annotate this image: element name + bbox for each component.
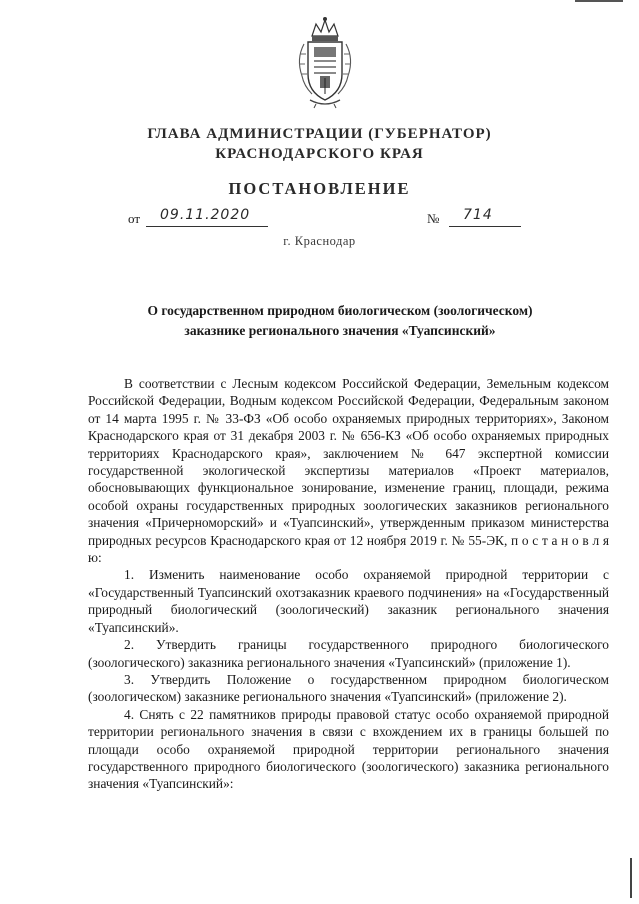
body-item-3: 3. Утвердить Положение о государственном природном биологическом (зоологическом) заказнике регионального значения «Туапсинский» (приложение 2). <box>88 671 609 705</box>
number-handwritten: 714 <box>463 207 493 223</box>
body-item-1: 1. Изменить наименование особо охраняемой природной территории с «Государственный Туапсинский охотзаказник краевого подчинения» на «Государственный природный биологический (зоологический) заказник регионального значения «Туапсинский». <box>88 567 609 635</box>
body-item-4: 4. Снять с 22 памятников природы правовой статус особо охраняемой природной территории регионального значения в связи с вхождением их в границы большей по площади особо охраняемой природной территории регионального значения государственного природного биологического (зоологического) заказника регионального значения «Туапсинский»: <box>88 706 609 792</box>
scan-artifact-edge <box>630 858 632 898</box>
body-item-2: 2. Утвердить границы государственного природного биологического (зоологического) заказника регионального значения «Туапсинский» (приложение 1). <box>88 637 609 670</box>
document-title-line2: заказнике регионального значения «Туапсинский» <box>184 323 496 338</box>
authority-title-line1: ГЛАВА АДМИНИСТРАЦИИ (ГУБЕРНАТОР) <box>147 126 492 142</box>
number-prefix: № <box>427 211 440 226</box>
number-underline <box>449 226 521 227</box>
scan-artifact-top <box>575 0 623 2</box>
date-number-row <box>0 207 639 233</box>
date-prefix: от <box>128 211 141 226</box>
city-name: г. Краснодар <box>283 234 356 248</box>
coat-of-arms-icon <box>290 14 360 109</box>
body-intro-paragraph: В соответствии с Лесным кодексом Российской Федерации, Земельным кодексом Российской Федерации, Водным кодексом Российской Федерации, Федеральным законом от 14 марта 1995 г. № 33-ФЗ «Об особо охраняемых природных территориях», Законом Краснодарского края от 31 декабря 2003 г. № 656-КЗ «Об особо охраняемых природных территориях Краснодарского края», заключением № 647 экспертной комиссии государственной экологической экспертизы материалов «Проект материалов, обосновывающих функциональное зонирование, изменение границ, площади, режима особой охраны государственных природных зоологических заказников регионального значения «Причерноморский» и «Туапсинский», утвержденным приказом министерства природных ресурсов Краснодарского края от 12 ноября 2019 г. № 55-ЭК, п о с т а н о в л я ю: <box>88 376 609 566</box>
document-title-line1: О государственном природном биологическом (зоологическом) <box>147 303 533 318</box>
authority-title-line2: КРАСНОДАРСКОГО КРАЯ <box>215 146 424 162</box>
document-type: ПОСТАНОВЛЕНИЕ <box>228 179 411 198</box>
date-underline <box>146 226 268 227</box>
document-body <box>88 375 609 793</box>
date-handwritten: 09.11.2020 <box>160 207 251 223</box>
